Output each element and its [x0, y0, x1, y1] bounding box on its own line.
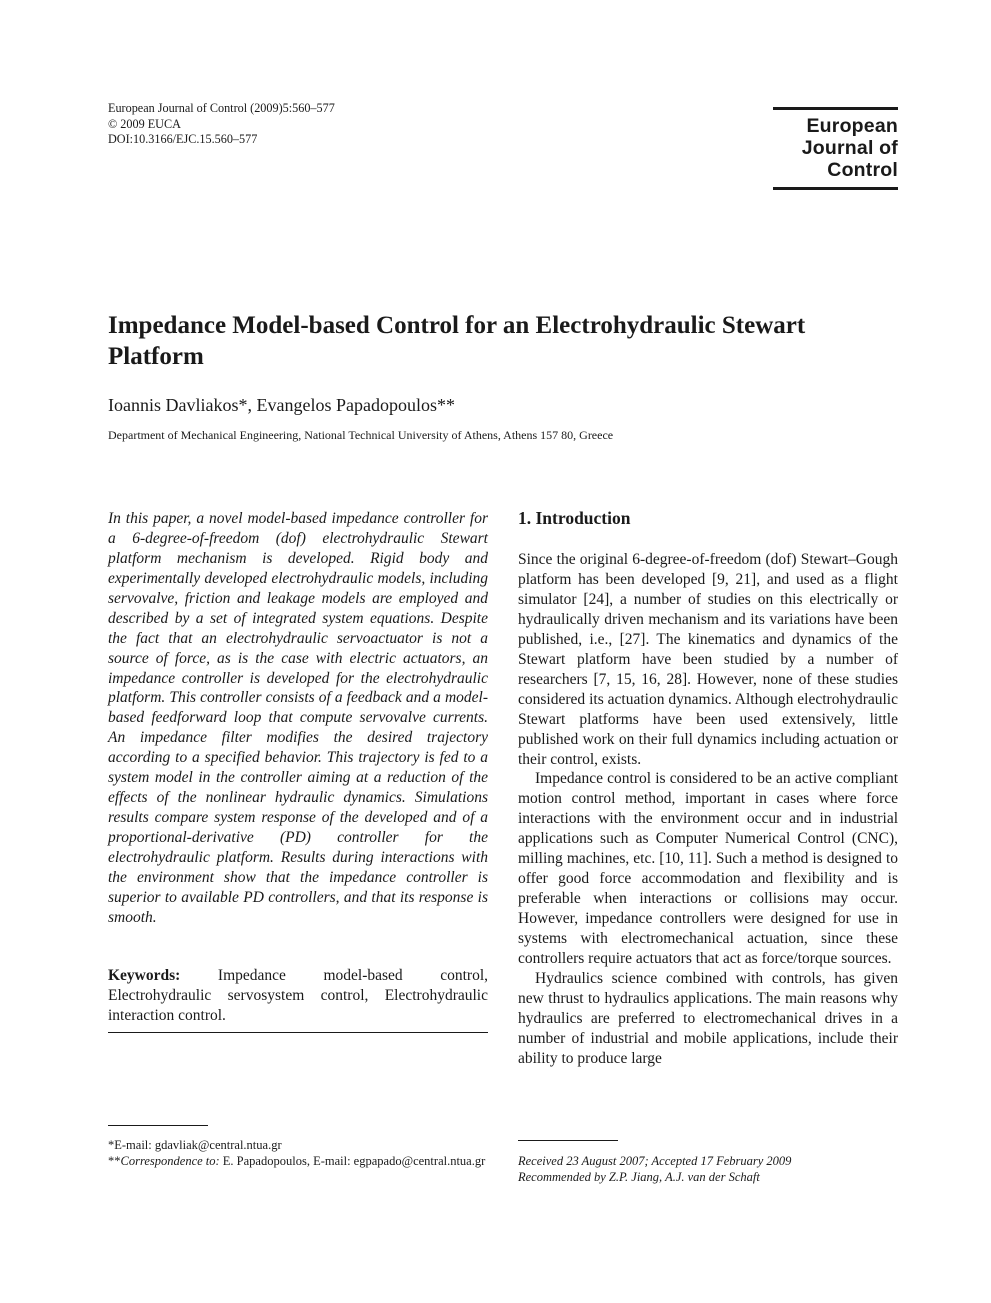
- paper-affiliation: Department of Mechanical Engineering, National Technical University of Athens, Athens 157 80, Greece: [108, 428, 614, 442]
- keywords-label: Keywords:: [108, 967, 181, 984]
- footnote-correspondence: **Correspondence to: E. Papadopoulos, E-mail: egpapado@central.ntua.gr: [108, 1153, 486, 1168]
- section-heading-introduction: 1. Introduction: [518, 508, 631, 528]
- copyright-line: © 2009 EUCA: [108, 116, 181, 131]
- intro-paragraph: Hydraulics science combined with controls, has given new thrust to hydraulics applications. The main reasons why hydraulics are preferred to electromechanical drives in a number of industrial and mobile applications, include their ability to produce large: [518, 970, 898, 1067]
- footnote-email: *E-mail: gdavliak@central.ntua.gr: [108, 1138, 282, 1152]
- received-note: [518, 1154, 898, 1185]
- footnotes: [108, 1138, 488, 1169]
- logo-bottom-rule: [773, 187, 898, 190]
- keywords: [108, 966, 488, 1026]
- correspondence-text: E. Papadopoulos, E-mail: egpapado@central.ntua.gr: [222, 1153, 486, 1168]
- introduction-body: [518, 550, 898, 1069]
- abstract: In this paper, a novel model-based impedance controller for a 6-degree-of-freedom (dof) electrohydraulic Stewart platform mechanism is developed. Rigid body and experimentally developed electrohydraulic models, including servovalve, friction and leakage models are employed and described by a set of integrated system equations. Despite the fact that an electrohydraulic servoactuator is not a source of force, as is the case with electric actuators, an impedance controller is developed for the electrohydraulic platform. This controller consists of a feedback and a model-based feedforward loop that compute servovalve currents. An impedance filter modifies the desired trajectory according to a specified behavior. This trajectory is fed to a system model in the controller aiming at a reduction of the effects of the nonlinear hydraulic dynamics. Simulations results compare system response of the developed and of a proportional-derivative (PD) controller for the electrohydraulic platform. Results during interactions with the environment show that the impedance controller is superior to available PD controllers, and that its response is smooth.: [108, 510, 488, 926]
- intro-paragraph: Since the original 6-degree-of-freedom (dof) Stewart–Gough platform has been developed [9, 21], and used as a flight simulator [24], a number of studies on this electrically or hydraulically driven mechanism and its variations have been published, i.e., [27]. The kinematics and dynamics of the Stewart platform have been studied by a number of researchers [7, 15, 16, 28]. However, none of these studies considered its actuation dynamics. Although electrohydraulic Stewart platforms have been used extensively, little published work on their full dynamics including actuation or their control, exists.: [518, 551, 898, 768]
- journal-logo: [773, 107, 898, 190]
- received-divider: [518, 1140, 618, 1141]
- logo-line-2: Journal of: [801, 137, 898, 159]
- abstract-divider: [108, 1032, 488, 1033]
- received-dates: Received 23 August 2007; Accepted 17 February 2009: [518, 1154, 792, 1168]
- correspondence-label: Correspondence to:: [120, 1153, 220, 1168]
- doi-line: DOI:10.3166/EJC.15.560–577: [108, 132, 258, 146]
- recommended-by: Recommended by Z.P. Jiang, A.J. van der Schaft: [518, 1169, 760, 1184]
- keywords-text: Impedance model-based control, Electrohydraulic servosystem control, Electrohydraulic interaction control.: [108, 967, 489, 1024]
- footnote-divider: [108, 1125, 208, 1126]
- journal-citation: European Journal of Control (2009)5:560–577: [108, 101, 335, 115]
- logo-line-1: European: [806, 115, 898, 137]
- journal-header: [108, 101, 335, 148]
- logo-line-3: Control: [827, 159, 898, 181]
- paper-authors: Ioannis Davliakos*, Evangelos Papadopoulos**: [108, 395, 455, 415]
- intro-paragraph: Impedance control is considered to be an active compliant motion control method, important in cases where force interactions with the environment occur and in industrial applications such as Computer Numerical Control (CNC), milling machines, etc. [10, 11]. Such a method is designed to offer good force accommodation and flexibility and is preferable when interactions or collisions may occur. However, impedance controllers were designed for use in systems with electromechanical actuation, since these controllers require actuators that act as force/torque sources.: [518, 770, 898, 968]
- paper-title: Impedance Model-based Control for an Electrohydraulic Stewart Platform: [108, 312, 806, 370]
